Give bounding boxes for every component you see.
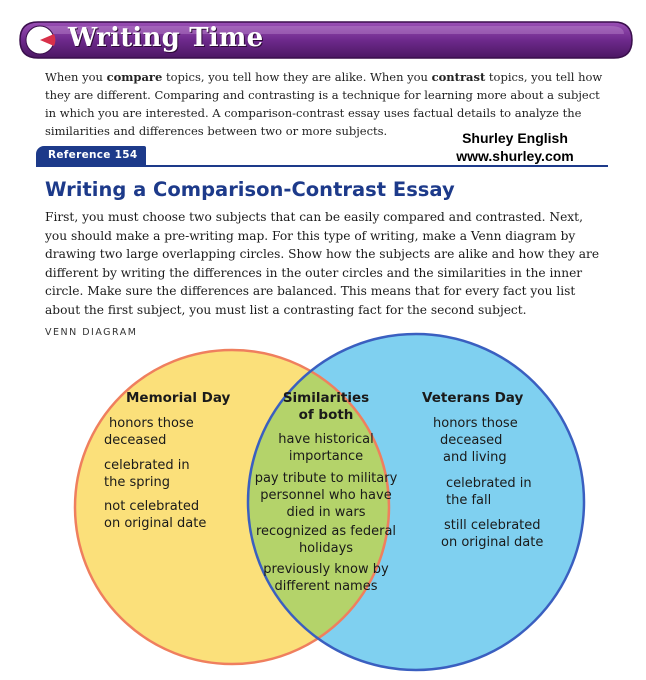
venn-middle-heading-line-1: Similarities (282, 390, 370, 406)
venn-middle-heading-line-2: of both (298, 407, 354, 423)
venn-left-item-3-line-2: on original date (104, 516, 207, 531)
venn-left-item-3 (104, 498, 206, 532)
venn-middle-item-1-line-2: importance (288, 449, 364, 464)
venn-left-item-1 (104, 415, 194, 449)
intro-keyword-compare: compare (106, 70, 163, 84)
venn-middle-item-4 (241, 561, 411, 595)
venn-left-item-3-line-1: not celebrated (104, 499, 200, 514)
venn-middle-item-3 (236, 523, 416, 557)
venn-middle-item-2-line-1: pay tribute to military (254, 471, 398, 486)
venn-left-item-2-line-1: celebrated in (104, 458, 190, 473)
venn-right-item-2 (446, 475, 532, 509)
section-title: Writing a Comparison-Contrast Essay (45, 178, 455, 201)
banner-title: Writing Time (68, 23, 264, 53)
venn-left-item-1-line-2: deceased (104, 433, 167, 448)
venn-middle-item-2-line-3: died in wars (286, 505, 366, 520)
venn-middle-item-4-line-2: different names (274, 579, 378, 594)
venn-right-item-2-line-2: the fall (446, 493, 492, 508)
venn-left-item-1-line-1: honors those (109, 416, 194, 431)
venn-middle-item-2 (236, 470, 416, 521)
venn-middle-item-1-line-1: have historical (278, 432, 374, 447)
venn-diagram-label: VENN DIAGRAM (45, 327, 138, 338)
venn-middle-item-2-line-2: personnel who have (260, 488, 392, 503)
intro-text-1: When you (45, 70, 107, 84)
attribution-name: Shurley English (462, 130, 568, 146)
intro-keyword-contrast: contrast (431, 70, 486, 84)
venn-right-item-3-line-1: still celebrated (444, 518, 541, 533)
venn-middle-item-3-line-2: holidays (298, 541, 354, 556)
venn-middle-item-3-line-1: recognized as federal (255, 524, 397, 539)
intro-text-3: topics, you tell how they are different. Comparing and contrasting is a technique for learning more about a subject in which you are interested. A comparison-contrast essay uses factual details to analyze the similarities and differences between two or more subjects. (45, 70, 603, 138)
venn-left-heading: Memorial Day (126, 390, 231, 406)
venn-middle-item-1 (246, 431, 406, 465)
venn-right-item-3 (441, 517, 543, 551)
venn-middle-item-4-line-1: previously know by (263, 562, 389, 577)
intro-text-2: topics, you tell how they are alike. When you (162, 70, 432, 84)
venn-middle-heading (256, 390, 396, 424)
attribution-url: www.shurley.com (456, 148, 574, 164)
venn-right-item-1-line-2: deceased (440, 433, 503, 448)
reference-tab: Reference 154 (36, 146, 146, 166)
venn-right-item-1-line-1: honors those (433, 416, 518, 431)
venn-left-item-2-line-2: the spring (104, 475, 170, 490)
venn-right-item-1 (433, 415, 518, 466)
section-body: First, you must choose two subjects that can be easily compared and contrasted. Next, you should make a pre-writing map. For this type of writing, make a Venn diagram by drawing two large overlapping circles. Show how the subjects are alike and how they are different by writing the differences in the outer circles and the similarities in the inner circle. Make sure the differences are balanced. This means that for every fact you list about the first subject, you must list a contrasting fact for the second subject. (45, 210, 600, 317)
venn-right-item-2-line-1: celebrated in (446, 476, 532, 491)
venn-right-heading: Veterans Day (422, 390, 524, 406)
venn-left-item-2 (104, 457, 190, 491)
venn-right-item-3-line-2: on original date (441, 535, 544, 550)
venn-right-item-1-line-3: and living (443, 450, 507, 465)
